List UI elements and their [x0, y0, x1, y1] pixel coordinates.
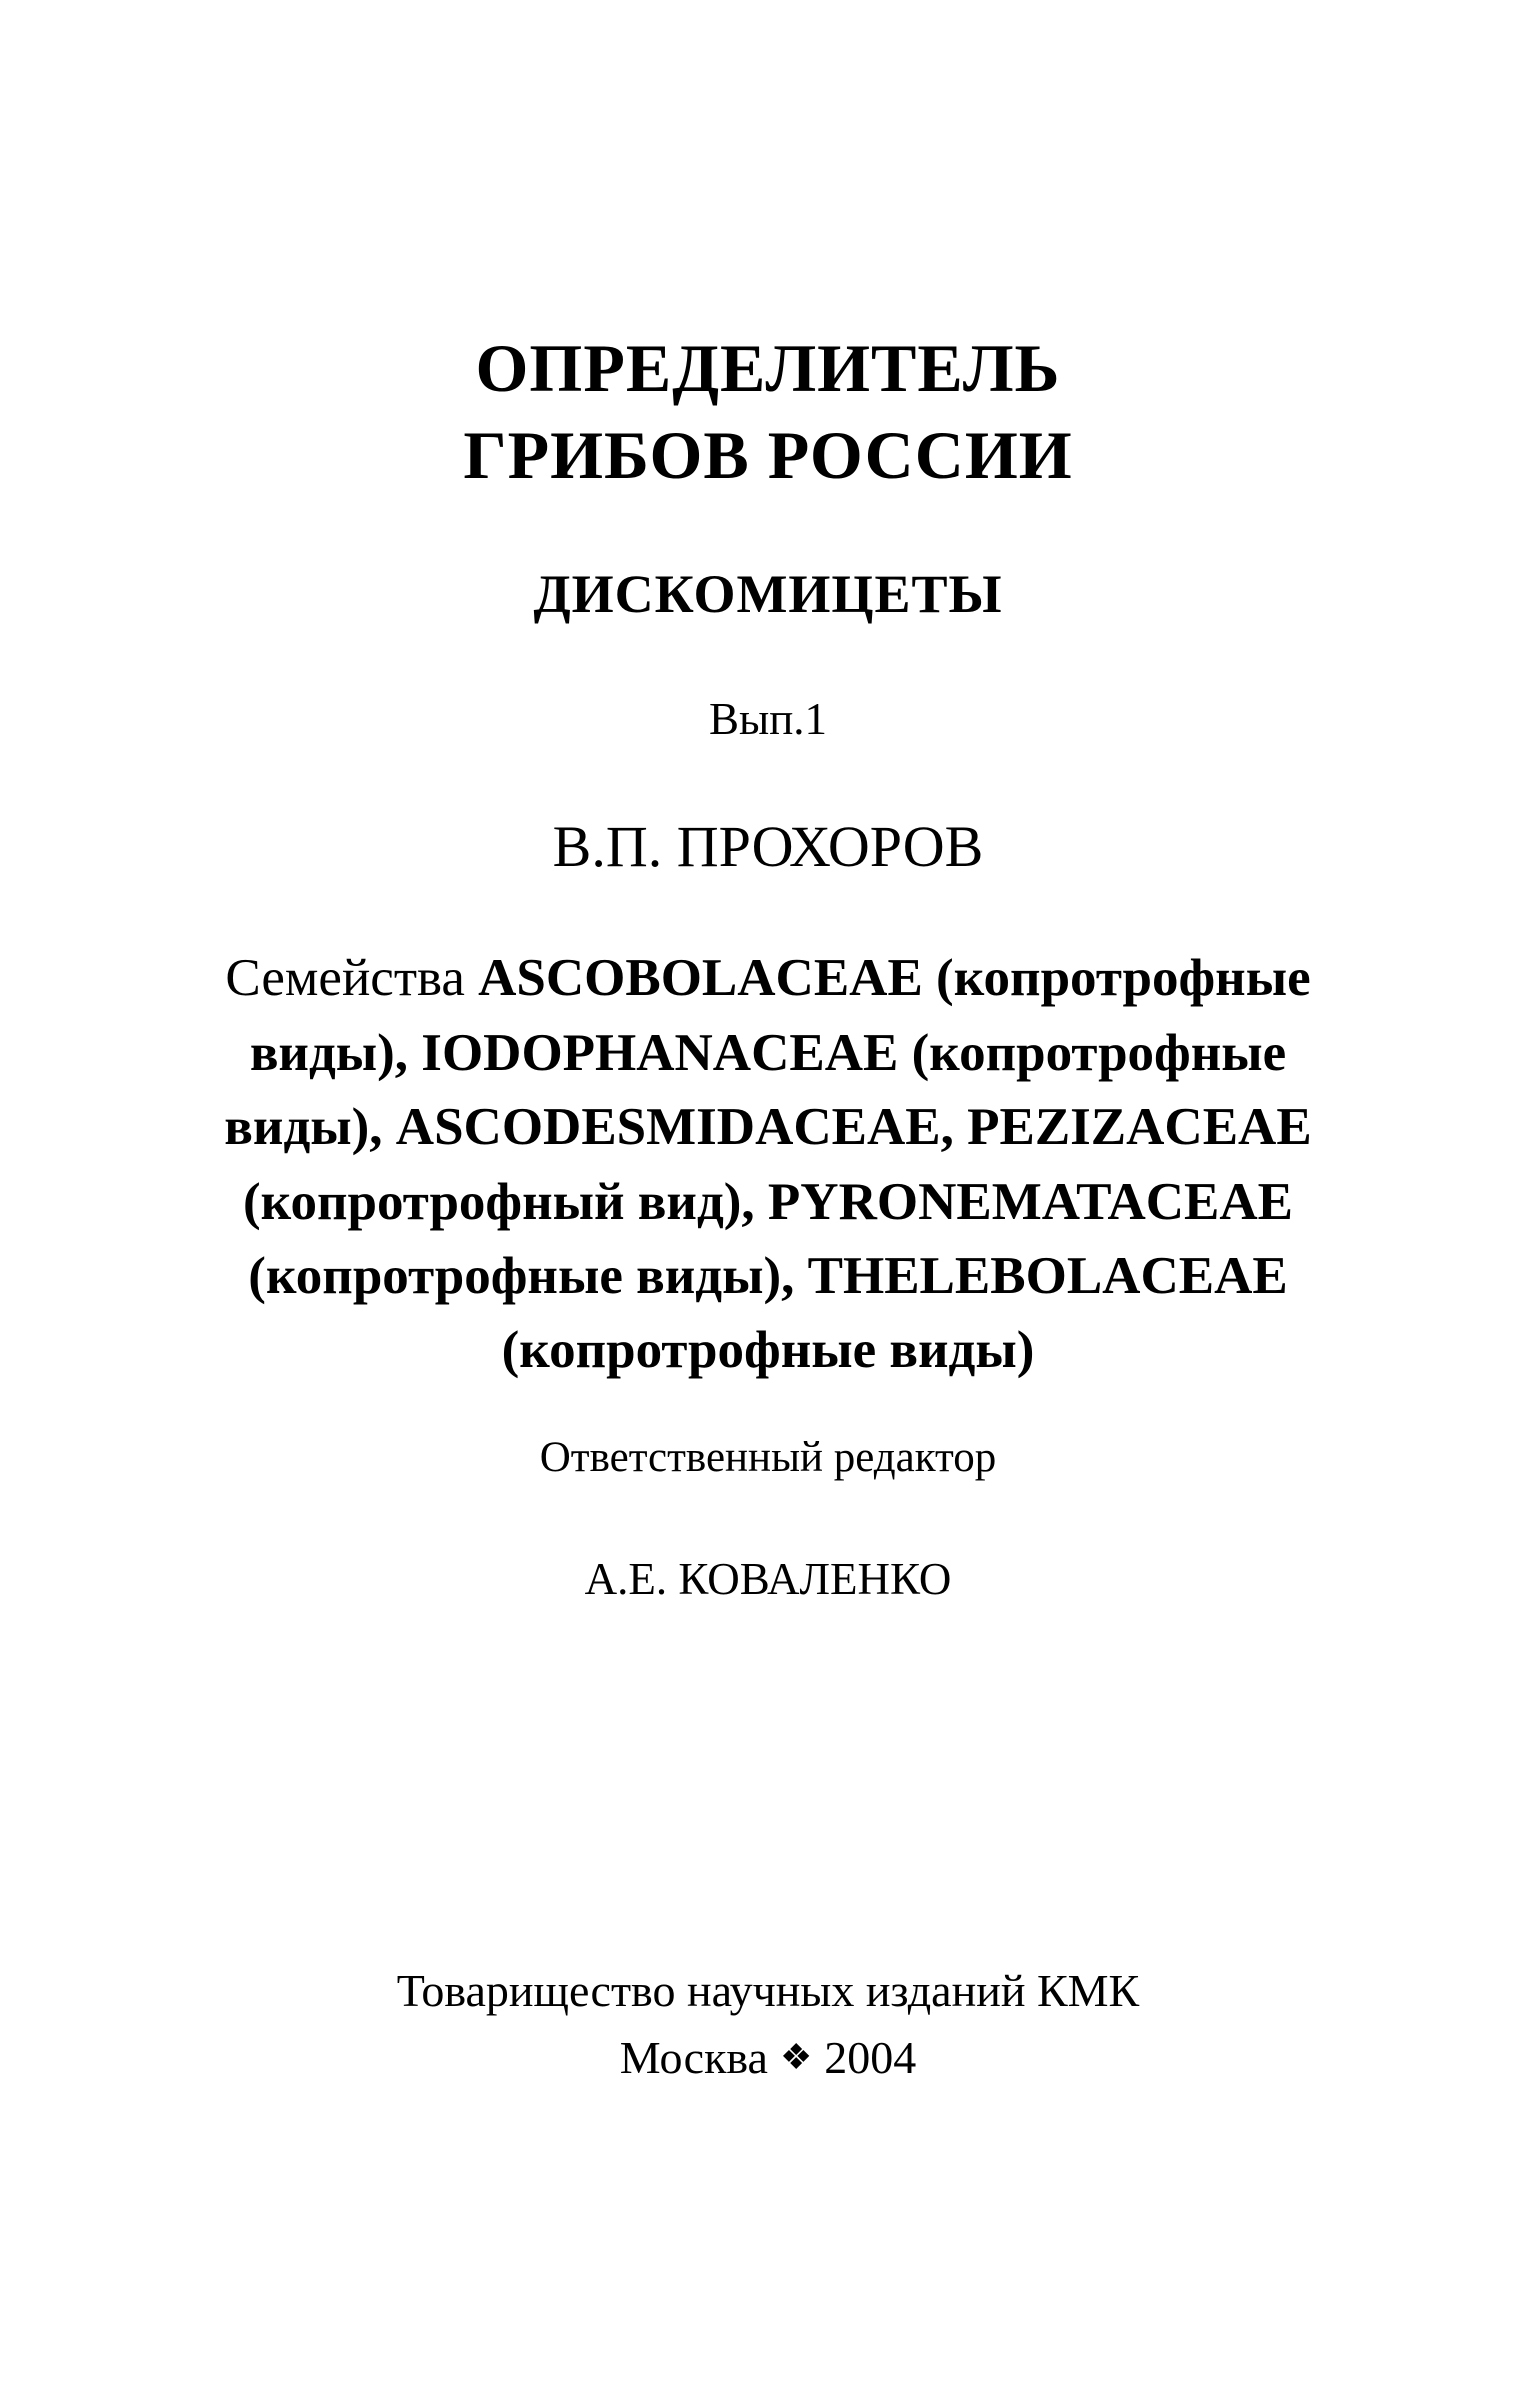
families-intro: Семейства	[225, 949, 479, 1007]
families-line-3: виды), ASCODESMIDACEAE, PEZIZACEAE	[224, 1098, 1312, 1156]
families-line-1	[0, 949, 1536, 1007]
publication-city: Москва	[619, 2032, 768, 2083]
diamond-separator-icon: ❖	[779, 2037, 813, 2077]
issue-number: Вып.1	[708, 694, 828, 744]
families-line-6: (копротрофные виды)	[501, 1321, 1035, 1379]
families-line-5: (копротрофные виды), THELEBOLACEAE	[248, 1247, 1288, 1305]
families-line-4: (копротрофный вид), PYRONEMATACEAE	[242, 1173, 1294, 1231]
publication-year: 2004	[824, 2032, 917, 2083]
publisher-name: Товарищество научных изданий КМК	[396, 1965, 1140, 2016]
families-line-2: виды), IODOPHANACEAE (копротрофные	[249, 1024, 1287, 1082]
book-subtitle: ДИСКОМИЦЕТЫ	[533, 564, 1003, 624]
editor-name: А.Е. КОВАЛЕНКО	[584, 1554, 952, 1604]
author-name: В.П. ПРОХОРОВ	[552, 814, 984, 879]
book-title-line-1: ОПРЕДЕЛИТЕЛЬ	[475, 330, 1061, 406]
families-line-1-bold: ASCOBOLACEAE (копротрофные	[478, 949, 1311, 1007]
editor-label: Ответственный редактор	[539, 1434, 997, 1481]
book-title-line-2: ГРИБОВ РОССИИ	[463, 417, 1073, 493]
publication-city-year	[0, 2032, 1536, 2083]
